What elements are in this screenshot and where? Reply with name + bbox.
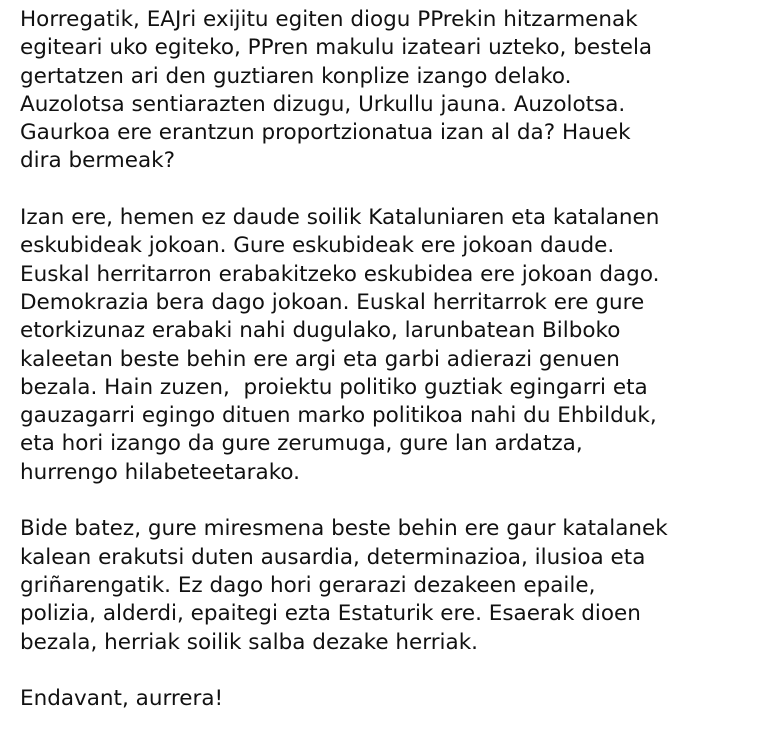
text-line: dira bermeak?: [20, 148, 176, 174]
text-line: Bide batez, gure miresmena beste behin ere gaur katalanek: [20, 516, 668, 542]
text-line: Izan ere, hemen ez daude soilik Kataluniaren eta katalanen: [20, 205, 660, 231]
text-line: bezala. Hain zuzen, proiektu politiko guztiak egingarri eta: [20, 374, 648, 400]
text-line: griñarengatik. Ez dago hori gerarazi dezakeen epaile,: [20, 572, 596, 598]
text-line: eskubideak jokoan. Gure eskubideak ere jokoan daude.: [20, 233, 615, 259]
text-line: polizia, alderdi, epaitegi ezta Estaturik ere. Esaerak dioen: [20, 601, 641, 627]
document-body: [20, 6, 760, 742]
text-line: Auzolotsa sentiarazten dizugu, Urkullu jauna. Auzolotsa.: [20, 91, 626, 117]
text-line: kalean erakutsi duten ausardia, determinazioa, ilusioa eta: [20, 544, 646, 570]
paragraph-1: [20, 6, 760, 176]
text-line: egiteari uko egiteko, PPren makulu izateari uzteko, bestela: [20, 35, 653, 61]
text-line: Endavant, aurrera!: [20, 686, 224, 712]
text-line: eta hori izango da gure zerumuga, gure lan ardatza,: [20, 431, 583, 457]
text-line: hurrengo hilabeteetarako.: [20, 459, 300, 485]
text-line: gauzagarri egingo dituen marko politikoa nahi du Ehbilduk,: [20, 403, 657, 429]
paragraph-3: [20, 515, 760, 656]
text-line: Gaurkoa ere erantzun proportzionatua izan al da? Hauek: [20, 120, 631, 146]
text-line: bezala, herriak soilik salba dezake herriak.: [20, 629, 478, 655]
text-line: Horregatik, EAJri exijitu egiten diogu PPrekin hitzarmenak: [20, 7, 638, 32]
text-line: Euskal herritarron erabakitzeko eskubidea ere jokoan dago.: [20, 261, 660, 287]
text-line: Demokrazia bera dago jokoan. Euskal herritarrok ere gure: [20, 289, 645, 315]
text-line: gertatzen ari den guztiaren konplize izango delako.: [20, 63, 572, 89]
paragraph-4: [20, 685, 760, 713]
paragraph-2: [20, 204, 760, 487]
text-line: etorkizunaz erabaki nahi dugulako, larunbatean Bilboko: [20, 318, 621, 344]
text-line: kaleetan beste behin ere argi eta garbi adierazi genuen: [20, 346, 620, 372]
